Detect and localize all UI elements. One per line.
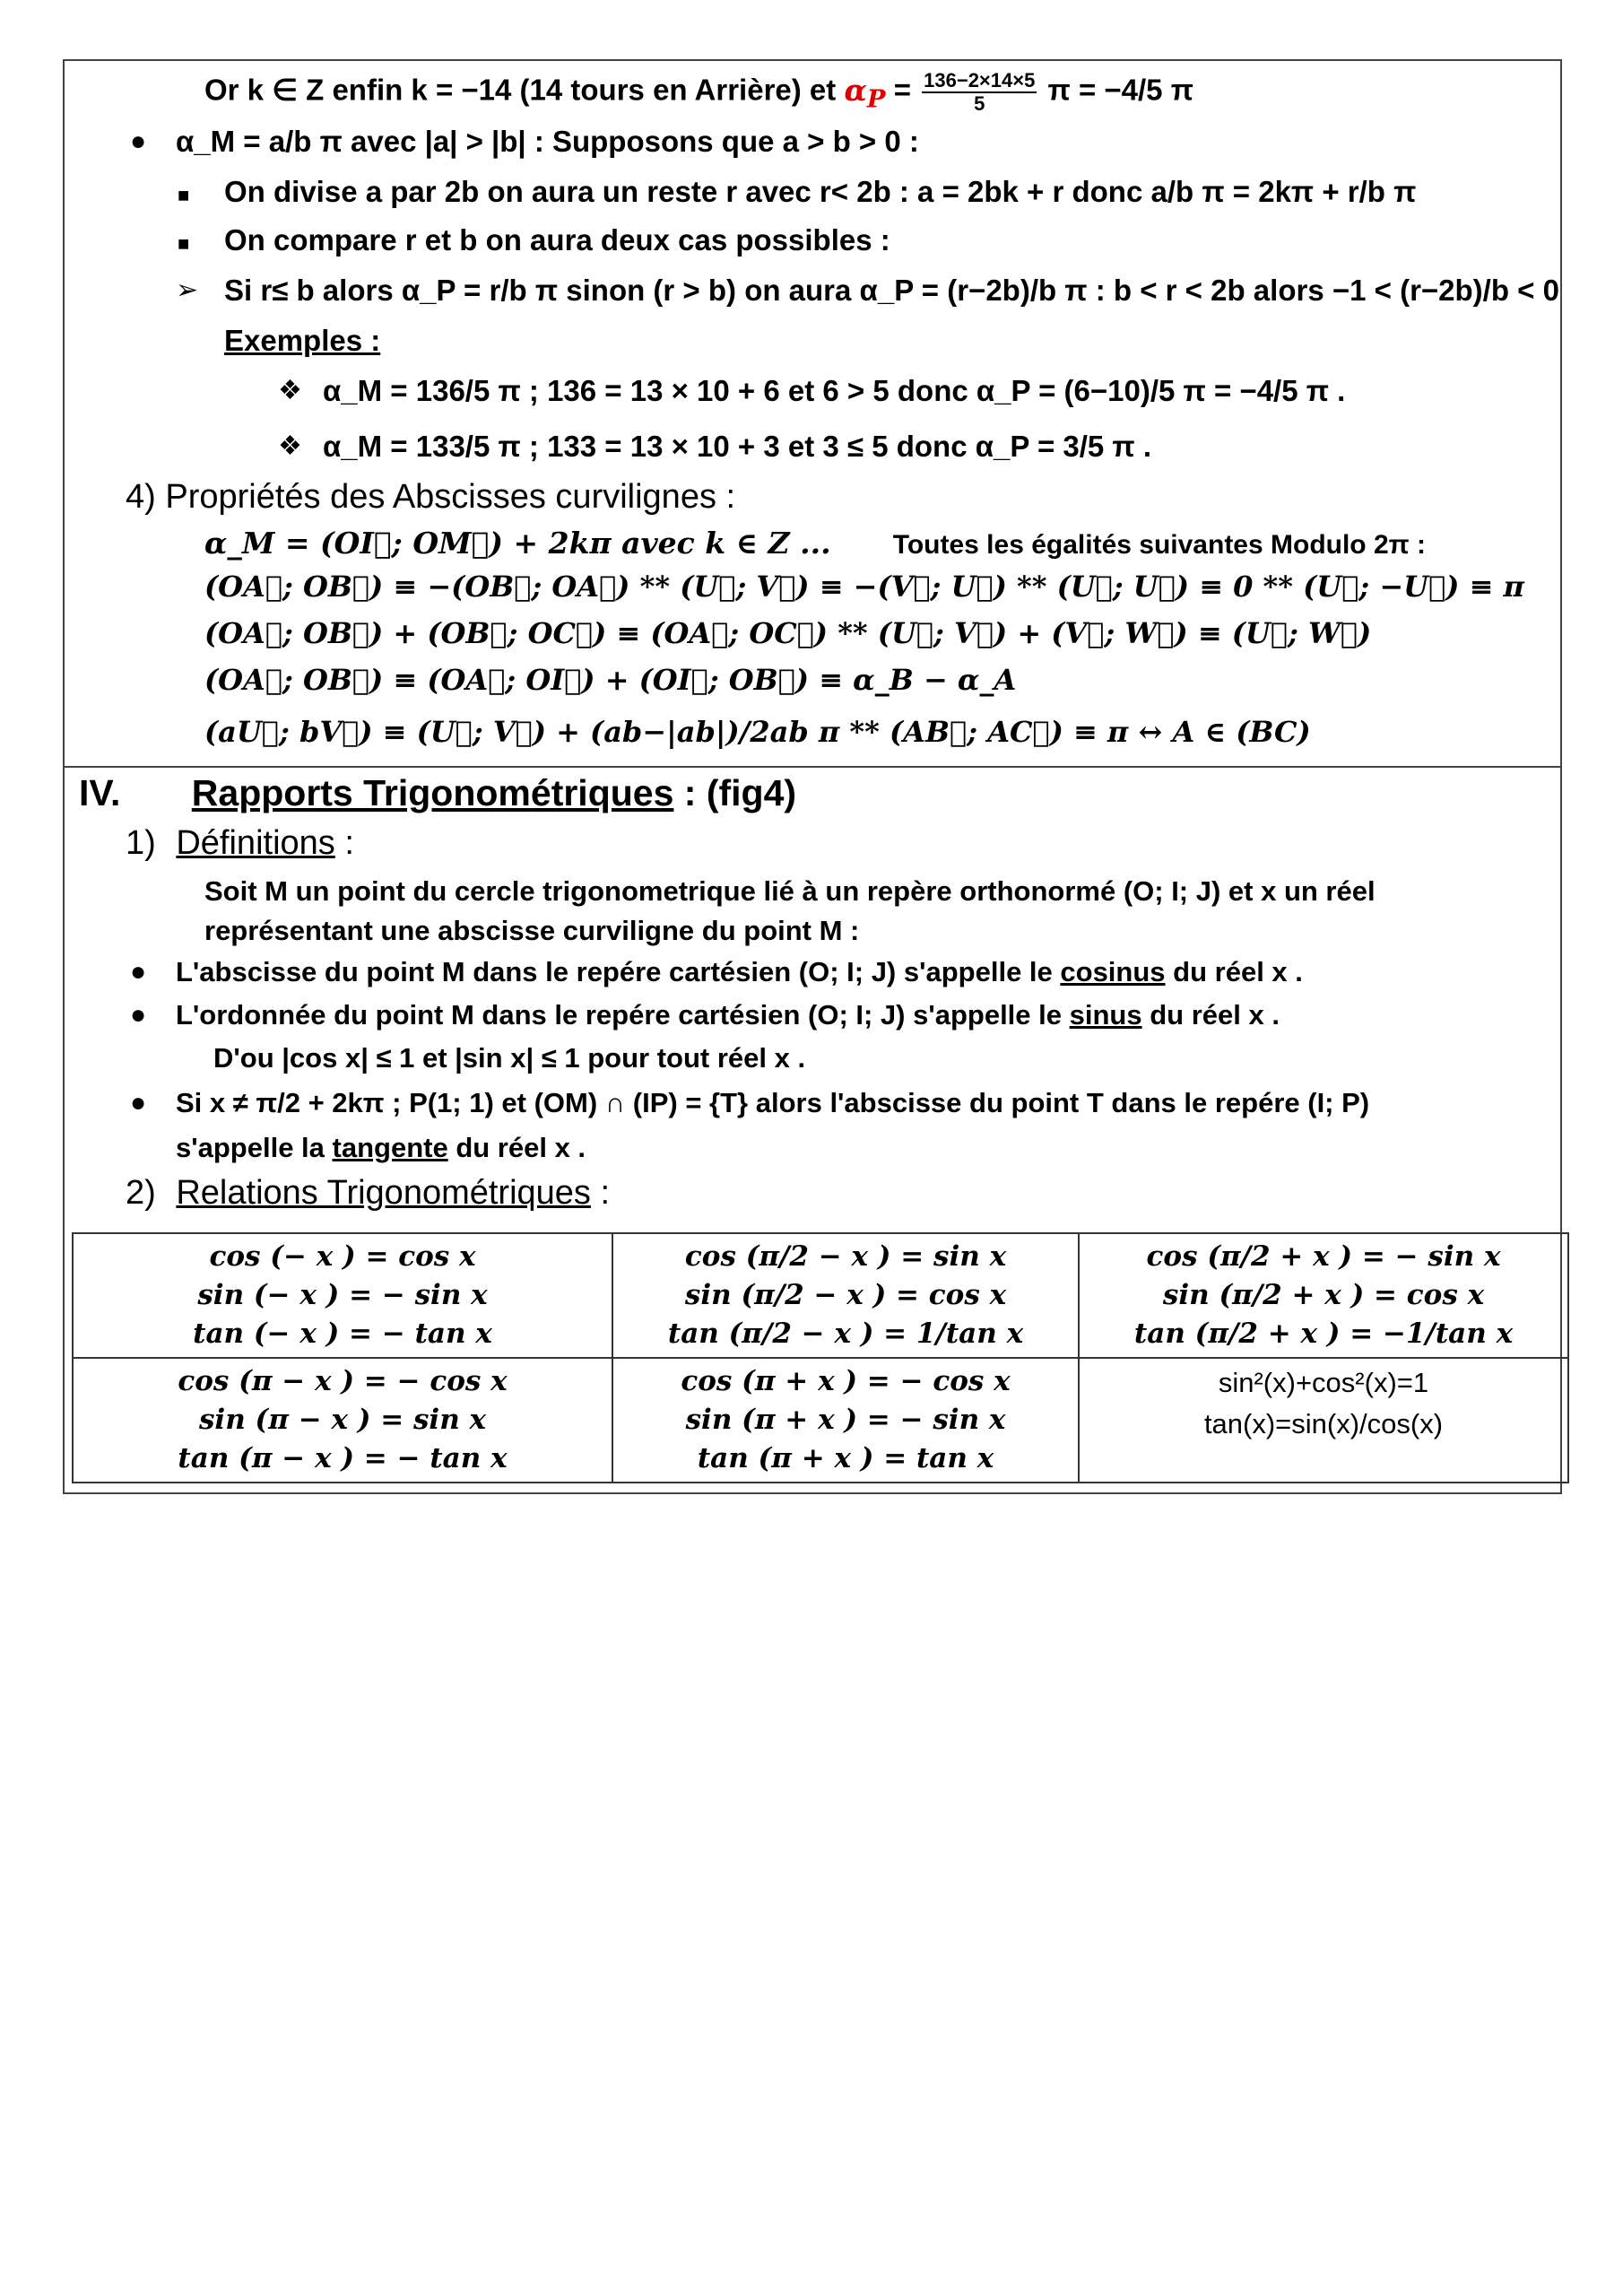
arrow-bullet-icon: ➢ (176, 275, 199, 305)
section-iv-number: IV. (79, 772, 121, 813)
def-cosinus: L'abscisse du point M dans le repére cartésien (O; I; J) s'appelle le cosinus du réel x . (176, 956, 1303, 987)
alpha-p-symbol: $\alpha_P$ (844, 72, 886, 114)
line-k-text: Or k ∈ Z enfin k = −14 (14 tours en Arrière) et (204, 73, 837, 107)
line-cases: Si r≤ b alors α_P = r/b π sinon (r > b) on aura α_P = (r−2b)/b π : b < r < 2b alors −1 < (r−2b)/b < 0 (224, 274, 1559, 307)
line-k-value: Or k ∈ Z enfin k = −14 (14 tours en Arrière) et $\alpha_P$ = $\frac{136-2\times 14\times 5}{5}$ π = −4/5 π (204, 69, 1193, 115)
def-line-2: représentant une abscisse curviligne du point M : (204, 915, 860, 946)
line-divide: On divise a par 2b on aura un reste r avec r< 2b : a = 2bk + r donc a/b π = 2kπ + r/b π (224, 175, 1417, 208)
def-tangent-1: Si x ≠ π/2 + 2kπ ; P(1; 1) et (OM) ∩ (IP) = {T} alors l'abscisse du point T dans le repére (I; P) (176, 1087, 1370, 1118)
bullet-dot-icon: ● (130, 1000, 147, 1030)
bullet-dot-icon: ● (130, 126, 147, 156)
line-compare: On compare r et b on aura deux cas possibles : (224, 223, 890, 257)
definitions-heading: 1) Définitions : (126, 824, 354, 862)
example-136: α_M = 136/5 π ; 136 = 13 × 10 + 6 et 6 > 5 donc α_P = (6−10)/5 π = −4/5 π . (323, 374, 1346, 407)
table-cell: sin²(x)+cos²(x)=1 tan(x)=sin(x)/cos(x) (1079, 1358, 1568, 1483)
diamond-bullet-icon: ❖ (278, 376, 302, 405)
table-cell: cos (π − x ) = − cos x sin (π − x ) = sin x tan (π − x ) = − tan x (73, 1358, 612, 1483)
relations-heading: 2) Relations Trigonométriques : (126, 1174, 611, 1212)
property-5: (aU⃗; bV⃗) ≡ (U⃗; V⃗) + (ab−|ab|)/2ab π ** (AB⃗; AC⃗) ≡ π ↔ A ∈ (BC) (204, 715, 1311, 749)
square-bullet-icon: ■ (178, 184, 190, 206)
property-1: α_M = (OI⃗; OM⃗) + 2kπ avec k ∈ Z ... Toutes les égalités suivantes Modulo 2π : (204, 526, 1426, 561)
square-bullet-icon: ■ (178, 232, 190, 255)
table-cell: cos (π/2 − x ) = sin x sin (π/2 − x ) = cos x tan (π/2 − x ) = 1/tan x (612, 1233, 1079, 1358)
fraction-136: $\frac{136-2\times 14\times 5}{5}$ (924, 69, 1036, 115)
section-4-title: 4) Propriétés des Abscisses curvilignes : (126, 478, 736, 516)
property-3: (OA⃗; OB⃗) + (OB⃗; OC⃗) ≡ (OA⃗; OC⃗) ** (U⃗; V⃗) + (V⃗; W⃗) ≡ (U⃗; W⃗) (204, 616, 1372, 650)
section-iv-heading: IV. Rapports Trigonométriques : (fig4) (79, 772, 797, 813)
line-k-tail: π = −4/5 π (1047, 73, 1193, 107)
section-iv-title: Rapports Trigonométriques (191, 772, 674, 813)
table-cell: cos (− x ) = cos x sin (− x ) = − sin x tan (− x ) = − tan x (73, 1233, 612, 1358)
def-bounds: D'ou |cos x| ≤ 1 et |sin x| ≤ 1 pour tout réel x . (213, 1042, 806, 1074)
property-4: (OA⃗; OB⃗) ≡ (OA⃗; OI⃗) + (OI⃗; OB⃗) ≡ α_B − α_A (204, 663, 1017, 697)
examples-heading: Exemples : (224, 324, 381, 357)
property-2: (OA⃗; OB⃗) ≡ −(OB⃗; OA⃗) ** (U⃗; V⃗) ≡ −(V⃗; U⃗) ** (U⃗; U⃗) ≡ 0 ** (U⃗; −U⃗) ≡ π (204, 570, 1524, 604)
bullet-dot-icon: ● (130, 957, 147, 987)
diamond-bullet-icon: ❖ (278, 431, 302, 461)
example-133: α_M = 133/5 π ; 133 = 13 × 10 + 3 et 3 ≤ 5 donc α_P = 3/5 π . (323, 430, 1152, 463)
relations-table (72, 1232, 1569, 1483)
def-tangent-2: s'appelle la tangente du réel x . (176, 1132, 586, 1163)
line-alpha-m: α_M = a/b π avec |a| > |b| : Supposons que a > b > 0 : (176, 125, 919, 158)
def-line-1: Soit M un point du cercle trigonometrique lié à un repère orthonormé (O; I; J) et x un réel (204, 875, 1376, 907)
table-cell: cos (π/2 + x ) = − sin x sin (π/2 + x ) = cos x tan (π/2 + x ) = −1/tan x (1079, 1233, 1568, 1358)
def-sinus: L'ordonnée du point M dans le repére cartésien (O; I; J) s'appelle le sinus du réel x . (176, 999, 1280, 1031)
table-row (73, 1233, 1568, 1358)
table-row (73, 1358, 1568, 1483)
bullet-dot-icon: ● (130, 1088, 147, 1118)
table-cell: cos (π + x ) = − cos x sin (π + x ) = − sin x tan (π + x ) = tan x (612, 1358, 1079, 1483)
